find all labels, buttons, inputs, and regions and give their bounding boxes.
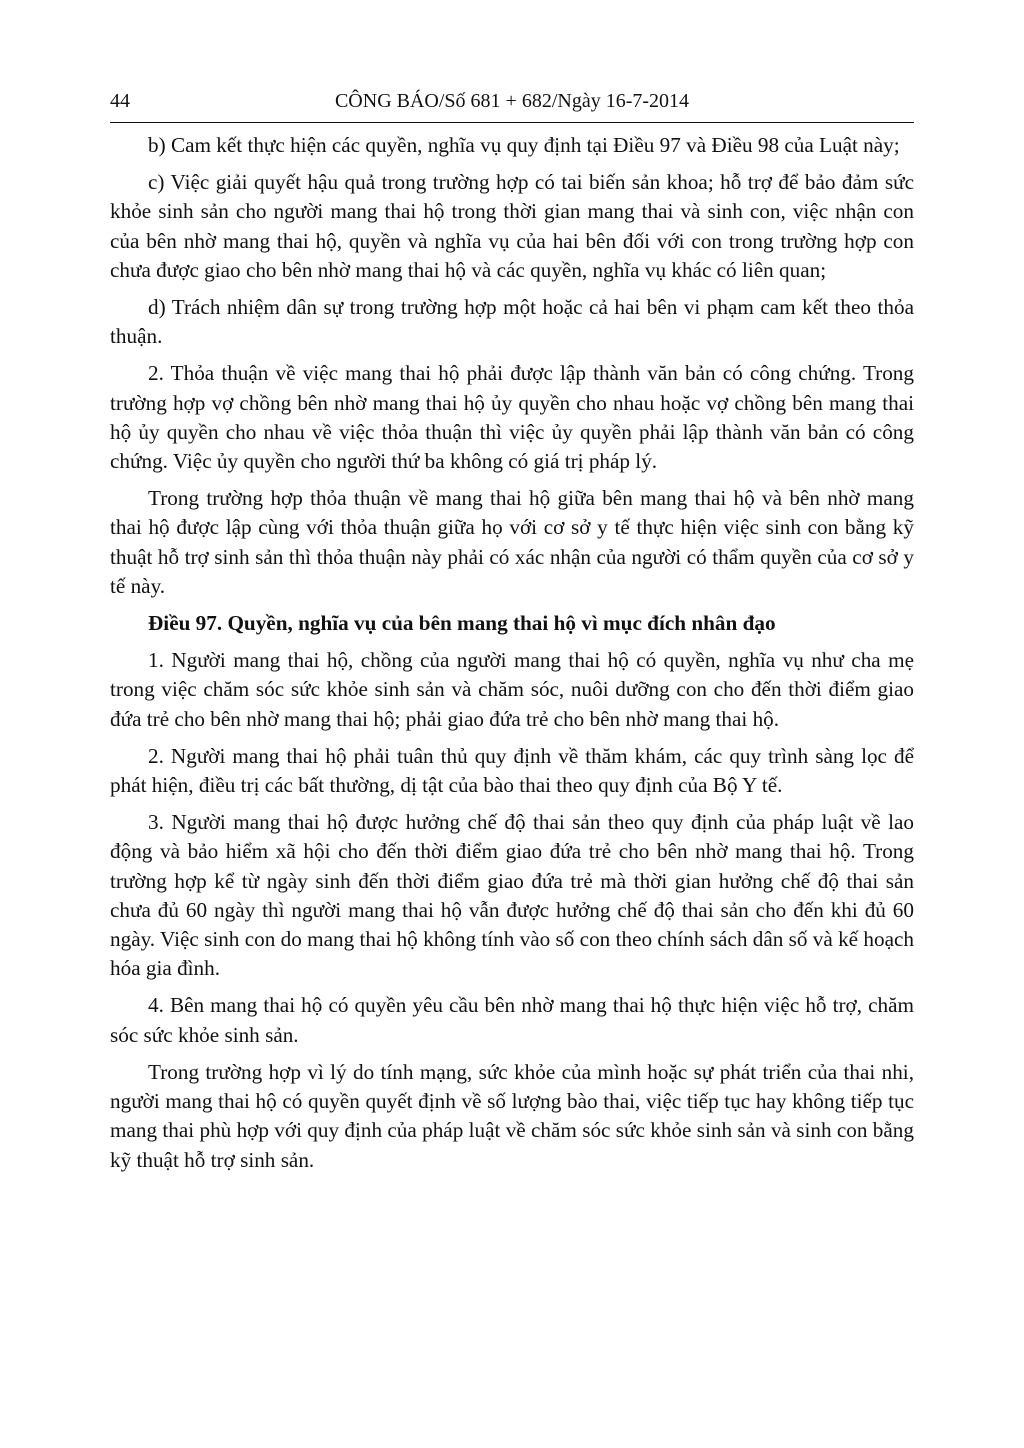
clause-b: b) Cam kết thực hiện các quyền, nghĩa vụ quy định tại Điều 97 và Điều 98 của Luật này; — [148, 133, 900, 157]
section-2-paragraph: 2. Thỏa thuận về việc mang thai hộ phải được lập thành văn bản có công chứng. Trong trường hợp vợ chồng bên nhờ mang thai hộ ủy quyền cho nhau hoặc vợ chồng bên mang thai hộ ủy quyền cho nhau về việc thỏa thuận thì việc ủy quyền phải lập thành văn bản có công chứng. Việc ủy quyền cho người thứ ba không có giá trị pháp lý. — [110, 361, 914, 474]
clause-c: c) Việc giải quyết hậu quả trong trường hợp có tai biến sản khoa; hỗ trợ để bảo đảm sức khỏe sinh sản cho người mang thai hộ trong thời gian mang thai và sinh con, việc nhận con của bên nhờ mang thai hộ, quyền và nghĩa vụ của hai bên đối với con trong trường hợp con chưa được giao cho bên nhờ mang thai hộ và các quyền, nghĩa vụ khác có liên quan; — [110, 170, 914, 282]
gazette-header-title: CÔNG BÁO/Số 681 + 682/Ngày 16-7-2014 — [334, 90, 690, 112]
article-97-clause-2: 2. Người mang thai hộ phải tuân thủ quy định về thăm khám, các quy trình sàng lọc để phát hiện, điều trị các bất thường, dị tật của bào thai theo quy định của Bộ Y tế. — [110, 743, 914, 798]
article-97-clause-4-continuation: Trong trường hợp vì lý do tính mạng, sức khỏe của mình hoặc sự phát triển của thai nhi, người mang thai hộ có quyền quyết định về số lượng bào thai, việc tiếp tục hay không tiếp tục mang thai phù hợp với quy định của pháp luật về chăm sóc sức khỏe sinh sản và sinh con bằng kỹ thuật hỗ trợ sinh sản. — [110, 1059, 914, 1172]
article-97-heading: Điều 97. Quyền, nghĩa vụ của bên mang thai hộ vì mục đích nhân đạo — [148, 611, 776, 636]
clause-d: d) Trách nhiệm dân sự trong trường hợp một hoặc cả hai bên vi phạm cam kết theo thỏa thuận. — [110, 295, 914, 349]
document-body — [110, 131, 914, 1175]
page-number: 44 — [110, 90, 130, 112]
article-97-clause-1: 1. Người mang thai hộ, chồng của người mang thai hộ có quyền, nghĩa vụ như cha mẹ trong việc chăm sóc sức khỏe sinh sản và chăm sóc, nuôi dưỡng con cho đến thời điểm giao đứa trẻ cho bên nhờ mang thai hộ; phải giao đứa trẻ cho bên nhờ mang thai hộ. — [110, 648, 914, 731]
page-header — [110, 88, 914, 123]
article-97-clause-3: 3. Người mang thai hộ được hưởng chế độ thai sản theo quy định của pháp luật về lao động và bảo hiểm xã hội cho đến thời điểm giao đứa trẻ cho bên nhờ mang thai hộ. Trong trường hợp kể từ ngày sinh đến thời điểm giao đứa trẻ mà thời gian hưởng chế độ thai sản chưa đủ 60 ngày thì người mang thai hộ vẫn được hưởng chế độ thai sản cho đến khi đủ 60 ngày. Việc sinh con do mang thai hộ không tính vào số con theo chính sách dân số và kế hoạch hóa gia đình. — [110, 810, 914, 981]
section-2-continuation: Trong trường hợp thỏa thuận về mang thai hộ giữa bên mang thai hộ và bên nhờ mang thai hộ được lập cùng với thỏa thuận giữa họ với cơ sở y tế thực hiện việc sinh con bằng kỹ thuật hỗ trợ sinh sản thì thỏa thuận này phải có xác nhận của người có thẩm quyền của cơ sở y tế này. — [110, 486, 914, 598]
document-page — [110, 88, 914, 1183]
article-97-clause-4: 4. Bên mang thai hộ có quyền yêu cầu bên nhờ mang thai hộ thực hiện việc hỗ trợ, chăm sóc sức khỏe sinh sản. — [110, 993, 914, 1047]
